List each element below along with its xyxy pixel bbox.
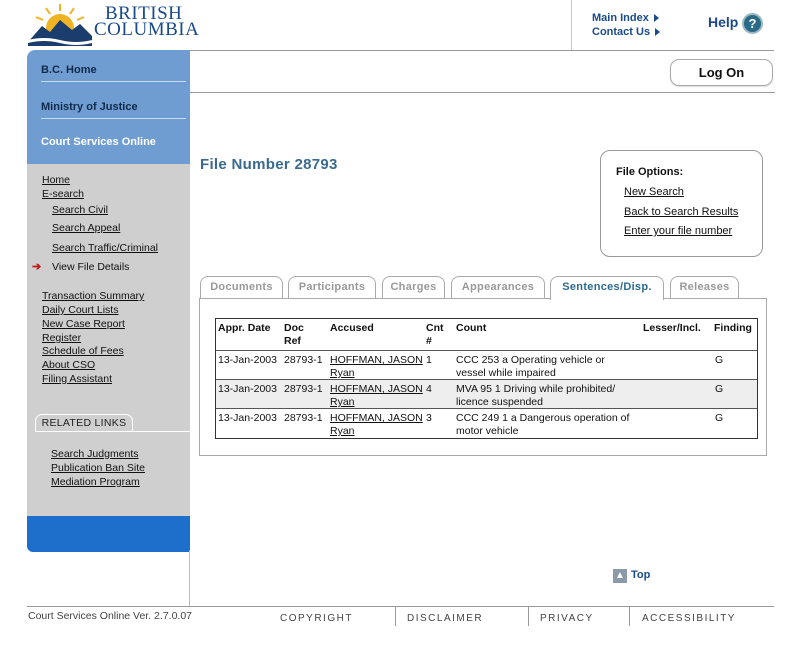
main-index-link[interactable] xyxy=(592,11,660,25)
accused-name-line2[interactable]: Ryan xyxy=(330,396,355,408)
main-index-label: Main Index xyxy=(592,12,649,24)
site-header xyxy=(0,0,800,50)
nav-about-cso[interactable]: About CSO xyxy=(42,359,96,371)
col-doc-ref xyxy=(284,322,304,348)
top-link[interactable]: Top xyxy=(631,569,651,581)
cell-cnt: 3 xyxy=(426,412,432,424)
footer-separator xyxy=(528,606,529,626)
table-header-row xyxy=(216,319,757,351)
sentences-table xyxy=(215,318,758,439)
page-title: File Number 28793 xyxy=(200,156,338,173)
log-on-button[interactable]: Log On xyxy=(670,59,773,86)
related-links-tab: RELATED LINKS xyxy=(35,414,133,432)
sidebar-bottom-panel xyxy=(27,516,190,552)
count-line1: MVA 95 1 Driving while prohibited/ xyxy=(456,383,616,395)
version-text: Court Services Online Ver. 2.7.0.07 xyxy=(28,610,193,622)
footer-disclaimer-link[interactable]: DISCLAIMER xyxy=(407,613,484,624)
main-left-border xyxy=(189,550,190,606)
nav-esearch[interactable]: E-search xyxy=(42,188,85,200)
count-line2: licence suspended xyxy=(456,396,543,408)
cell-cnt: 4 xyxy=(426,383,432,395)
nav-filing-assistant[interactable]: Filing Assistant xyxy=(42,373,113,385)
nav-home[interactable]: Home xyxy=(42,174,71,186)
footer-accessibility-link[interactable]: ACCESSIBILITY xyxy=(642,613,736,624)
table-row xyxy=(216,351,757,380)
header-bottom-line xyxy=(189,50,774,51)
nav-schedule-of-fees[interactable]: Schedule of Fees xyxy=(42,345,124,357)
accused-name-line1[interactable]: HOFFMAN, JASON xyxy=(330,383,423,395)
cell-accused[interactable] xyxy=(330,354,423,380)
help-link[interactable]: Help xyxy=(708,14,739,30)
tab-appearances[interactable]: Appearances xyxy=(451,276,545,299)
col-finding: Finding xyxy=(714,322,752,334)
related-links-line xyxy=(35,431,190,432)
cell-doc: 28793-1 xyxy=(284,383,323,395)
help-icon[interactable]: ? xyxy=(742,13,763,34)
file-options-box xyxy=(600,150,763,257)
cell-finding: G xyxy=(715,412,724,424)
nav-register[interactable]: Register xyxy=(42,332,82,344)
triangle-right-icon xyxy=(654,14,659,22)
sidebar-divider xyxy=(41,118,186,119)
sidebar-item-cso[interactable]: Court Services Online xyxy=(41,136,156,148)
sidebar xyxy=(27,50,190,550)
cell-doc: 28793-1 xyxy=(284,412,323,424)
new-search-link[interactable]: New Search xyxy=(624,186,684,198)
cell-doc: 28793-1 xyxy=(284,354,323,366)
cell-finding: G xyxy=(715,354,724,366)
col-doc-ref-line1: Doc xyxy=(284,322,304,334)
nav-search-civil[interactable]: Search Civil xyxy=(52,204,109,216)
col-cnt xyxy=(426,322,444,348)
tab-documents[interactable]: Documents xyxy=(200,276,283,299)
accused-name-line1[interactable]: HOFFMAN, JASON xyxy=(330,412,423,424)
tab-participants[interactable]: Participants xyxy=(288,276,376,299)
header-links xyxy=(592,11,660,39)
arrow-right-icon: ➔ xyxy=(32,261,42,273)
triangle-right-icon xyxy=(655,28,660,36)
nav-search-traffic[interactable]: Search Traffic/Criminal xyxy=(52,242,159,254)
col-lesser: Lesser/Incl. xyxy=(643,322,701,334)
col-accused: Accused xyxy=(330,322,374,334)
cell-cnt: 1 xyxy=(426,354,432,366)
col-cnt-line1: Cnt xyxy=(426,322,444,334)
enter-file-number-link[interactable]: Enter your file number xyxy=(624,225,733,237)
footer-privacy-link[interactable]: PRIVACY xyxy=(540,613,594,624)
bc-logo-text xyxy=(94,3,200,40)
table-row xyxy=(216,380,757,409)
count-line1: CCC 249 1 a Dangerous operation of xyxy=(456,412,630,424)
count-line2: motor vehicle xyxy=(456,425,519,437)
accused-name-line1[interactable]: HOFFMAN, JASON xyxy=(330,354,423,366)
table-row xyxy=(216,409,757,438)
footer-separator xyxy=(629,606,630,626)
sidebar-divider xyxy=(41,81,186,82)
contact-us-label: Contact Us xyxy=(592,26,651,38)
nav-transaction-summary[interactable]: Transaction Summary xyxy=(42,290,145,302)
accused-name-line2[interactable]: Ryan xyxy=(330,367,355,379)
cell-accused[interactable] xyxy=(330,383,423,409)
tab-releases[interactable]: Releases xyxy=(670,276,739,299)
contact-us-link[interactable] xyxy=(592,25,660,39)
header-divider xyxy=(571,0,572,50)
cell-accused[interactable] xyxy=(330,412,423,438)
count-line1: CCC 253 a Operating vehicle or xyxy=(456,354,605,366)
footer-separator xyxy=(395,606,396,626)
sidebar-item-ministry[interactable]: Ministry of Justice xyxy=(41,101,138,113)
logo-line-2: COLUMBIA xyxy=(94,19,200,40)
nav-new-case-report[interactable]: New Case Report xyxy=(42,318,125,330)
bc-logo[interactable] xyxy=(28,2,200,46)
back-to-results-link[interactable]: Back to Search Results xyxy=(624,206,739,218)
cell-count xyxy=(456,354,656,380)
related-mediation[interactable]: Mediation Program xyxy=(51,476,140,488)
col-appr-date: Appr. Date xyxy=(218,322,271,334)
related-publication-ban[interactable]: Publication Ban Site xyxy=(51,462,145,474)
nav-view-file-details: View File Details xyxy=(52,261,130,273)
count-line2: vessel while impaired xyxy=(456,367,556,379)
cell-date: 13-Jan-2003 xyxy=(218,412,277,424)
bc-logo-icon xyxy=(28,2,92,46)
file-options-title: File Options: xyxy=(616,166,684,178)
col-cnt-line2: # xyxy=(426,335,432,347)
cell-count xyxy=(456,412,656,438)
footer-copyright-link[interactable]: COPYRIGHT xyxy=(280,613,353,624)
related-search-judgments[interactable]: Search Judgments xyxy=(51,448,139,460)
footer-line xyxy=(27,606,774,607)
tab-sentences[interactable]: Sentences/Disp. xyxy=(550,276,664,300)
nav-daily-court-lists[interactable]: Daily Court Lists xyxy=(42,304,119,316)
cell-finding: G xyxy=(715,383,724,395)
sidebar-item-bc-home[interactable]: B.C. Home xyxy=(41,64,97,76)
logo-line-1: BRITISH xyxy=(105,3,183,24)
col-doc-ref-line2: Ref xyxy=(284,335,301,347)
nav-search-appeal[interactable]: Search Appeal xyxy=(52,222,121,234)
cell-count xyxy=(456,383,656,409)
col-count: Count xyxy=(456,322,487,334)
topbar-line xyxy=(190,92,775,93)
cell-date: 13-Jan-2003 xyxy=(218,383,277,395)
cell-date: 13-Jan-2003 xyxy=(218,354,277,366)
tab-charges[interactable]: Charges xyxy=(382,276,445,299)
accused-name-line2[interactable]: Ryan xyxy=(330,425,355,437)
up-arrow-icon[interactable]: ▲ xyxy=(613,569,627,583)
